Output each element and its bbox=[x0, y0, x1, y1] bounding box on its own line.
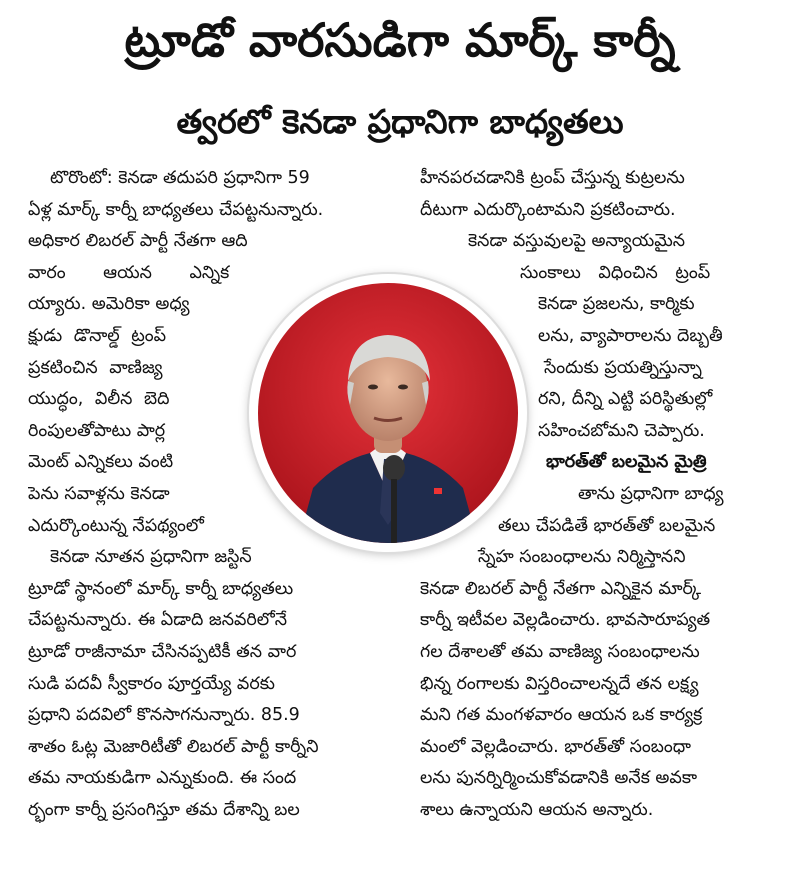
left-line: య్యారు. అమెరికా అధ్య bbox=[28, 294, 190, 315]
left-line: రింపులతోపాటు పార్ల bbox=[28, 420, 166, 441]
left-line: యుద్ధం, విలీన బెది bbox=[28, 389, 170, 410]
subheadline: త్వరలో కెనడా ప్రధానిగా బాధ్యతలు bbox=[176, 102, 624, 141]
right-line: కార్నీ ఇటీవల వెల్లడించారు. భావసారూప్యత bbox=[420, 610, 711, 631]
right-line: దీటుగా ఎదుర్కొంటామని ప్రకటించారు. bbox=[420, 199, 676, 220]
left-line: శాతం ఓట్ల మెజారిటీతో లిబరల్ పార్టీ కార్నీని bbox=[28, 736, 319, 757]
right-line: లను పునర్నిర్మించుకోవడానికి అనేక అవకా bbox=[420, 768, 698, 789]
section-subheading: భారత్‌తో బలమైన మైత్రి bbox=[546, 452, 707, 473]
right-line: మని గత మంగళవారం ఆయన ఒక కార్యక్ర bbox=[420, 705, 703, 726]
left-line: కెనడా నూతన ప్రధానిగా జస్టిన్ bbox=[50, 547, 252, 568]
right-line: సుంకాలు విధించిన ట్రంప్ bbox=[520, 262, 711, 283]
right-line: సేందుకు ప్రయత్నిస్తున్నా bbox=[544, 357, 702, 378]
left-line: వారం ఆయన ఎన్నిక bbox=[28, 262, 230, 283]
left-line: ట్రూడో రాజీనామా చేసినప్పటికీ తన వార bbox=[28, 641, 297, 662]
left-line: అధికార లిబరల్ పార్టీ నేతగా ఆది bbox=[28, 231, 248, 252]
right-line: స్నేహ సంబంధాలను నిర్మిస్తానని bbox=[478, 547, 686, 568]
right-line: శాలు ఉన్నాయని ఆయన అన్నారు. bbox=[420, 799, 654, 820]
left-line: ట్రూడో స్థానంలో మార్క్ కార్నీ బాధ్యతలు bbox=[28, 578, 294, 599]
left-line: ర్భంగా కార్నీ ప్రసంగిస్తూ తమ దేశాన్ని బల bbox=[28, 799, 300, 820]
right-line: హీనపరచడానికి ట్రంప్ చేస్తున్న కుట్రలను bbox=[420, 168, 685, 188]
right-line: భిన్న రంగాలకు విస్తరించాలన్నదే తన లక్ష్య bbox=[420, 673, 699, 694]
left-line: చేపట్టనున్నారు. ఈ ఏడాది జనవరిలోనే bbox=[28, 610, 288, 631]
left-line: ప్రధాని పదవిలో కొనసాగనున్నారు. 85.9 bbox=[28, 705, 300, 726]
left-line: మెంట్ ఎన్నికలు వంటి bbox=[28, 452, 174, 473]
speaker-photo bbox=[258, 283, 518, 543]
right-line: సహించబోమని చెప్పారు. bbox=[538, 420, 705, 441]
left-line: ఏళ్ల మార్క్ కార్నీ బాధ్యతలు చేపట్టనున్నారు. bbox=[28, 199, 324, 220]
left-line: క్షుడు డొనాల్డ్ ట్రంప్ bbox=[28, 325, 167, 346]
headline: ట్రూడో వారసుడిగా మార్క్ కార్నీ bbox=[124, 13, 676, 67]
left-line: టొరొంటో: కెనడా తదుపరి ప్రధానిగా 59 bbox=[50, 168, 310, 188]
left-line: ఎదుర్కొంటున్న నేపథ్యంలో bbox=[28, 515, 204, 536]
right-line: లను, వ్యాపారాలను దెబ్బతీ bbox=[538, 325, 723, 346]
left-line: ప్రకటించిన వాణిజ్య bbox=[28, 357, 163, 378]
left-line: తమ నాయకుడిగా ఎన్నుకుంది. ఈ సంద bbox=[28, 768, 297, 789]
right-line: రని, దీన్ని ఎట్టి పరిస్థితుల్లో bbox=[538, 389, 713, 410]
right-line: తాను ప్రధానిగా బాధ్య bbox=[578, 483, 724, 504]
right-line: కెనడా లిబరల్ పార్టీ నేతగా ఎన్నికైన మార్క్ bbox=[420, 578, 702, 599]
left-line: పెను సవాళ్లను కెనడా bbox=[28, 483, 170, 504]
right-line: కెనడా వస్తువులపై అన్యాయమైన bbox=[468, 231, 685, 252]
right-line: కెనడా ప్రజలను, కార్మికు bbox=[538, 294, 695, 315]
photo-frame bbox=[249, 274, 527, 552]
right-line: తలు చేపడితే భారత్‌తో బలమైన bbox=[498, 515, 716, 536]
left-line: సుడి పదవీ స్వీకారం పూర్తయ్యే వరకు bbox=[28, 673, 275, 694]
right-line: మంలో వెల్లడించారు. భారత్‌తో సంబంధా bbox=[420, 736, 691, 757]
speaker-portrait-image bbox=[258, 283, 518, 543]
right-line: గల దేశాలతో తమ వాణిజ్య సంబంధాలను bbox=[420, 641, 700, 662]
